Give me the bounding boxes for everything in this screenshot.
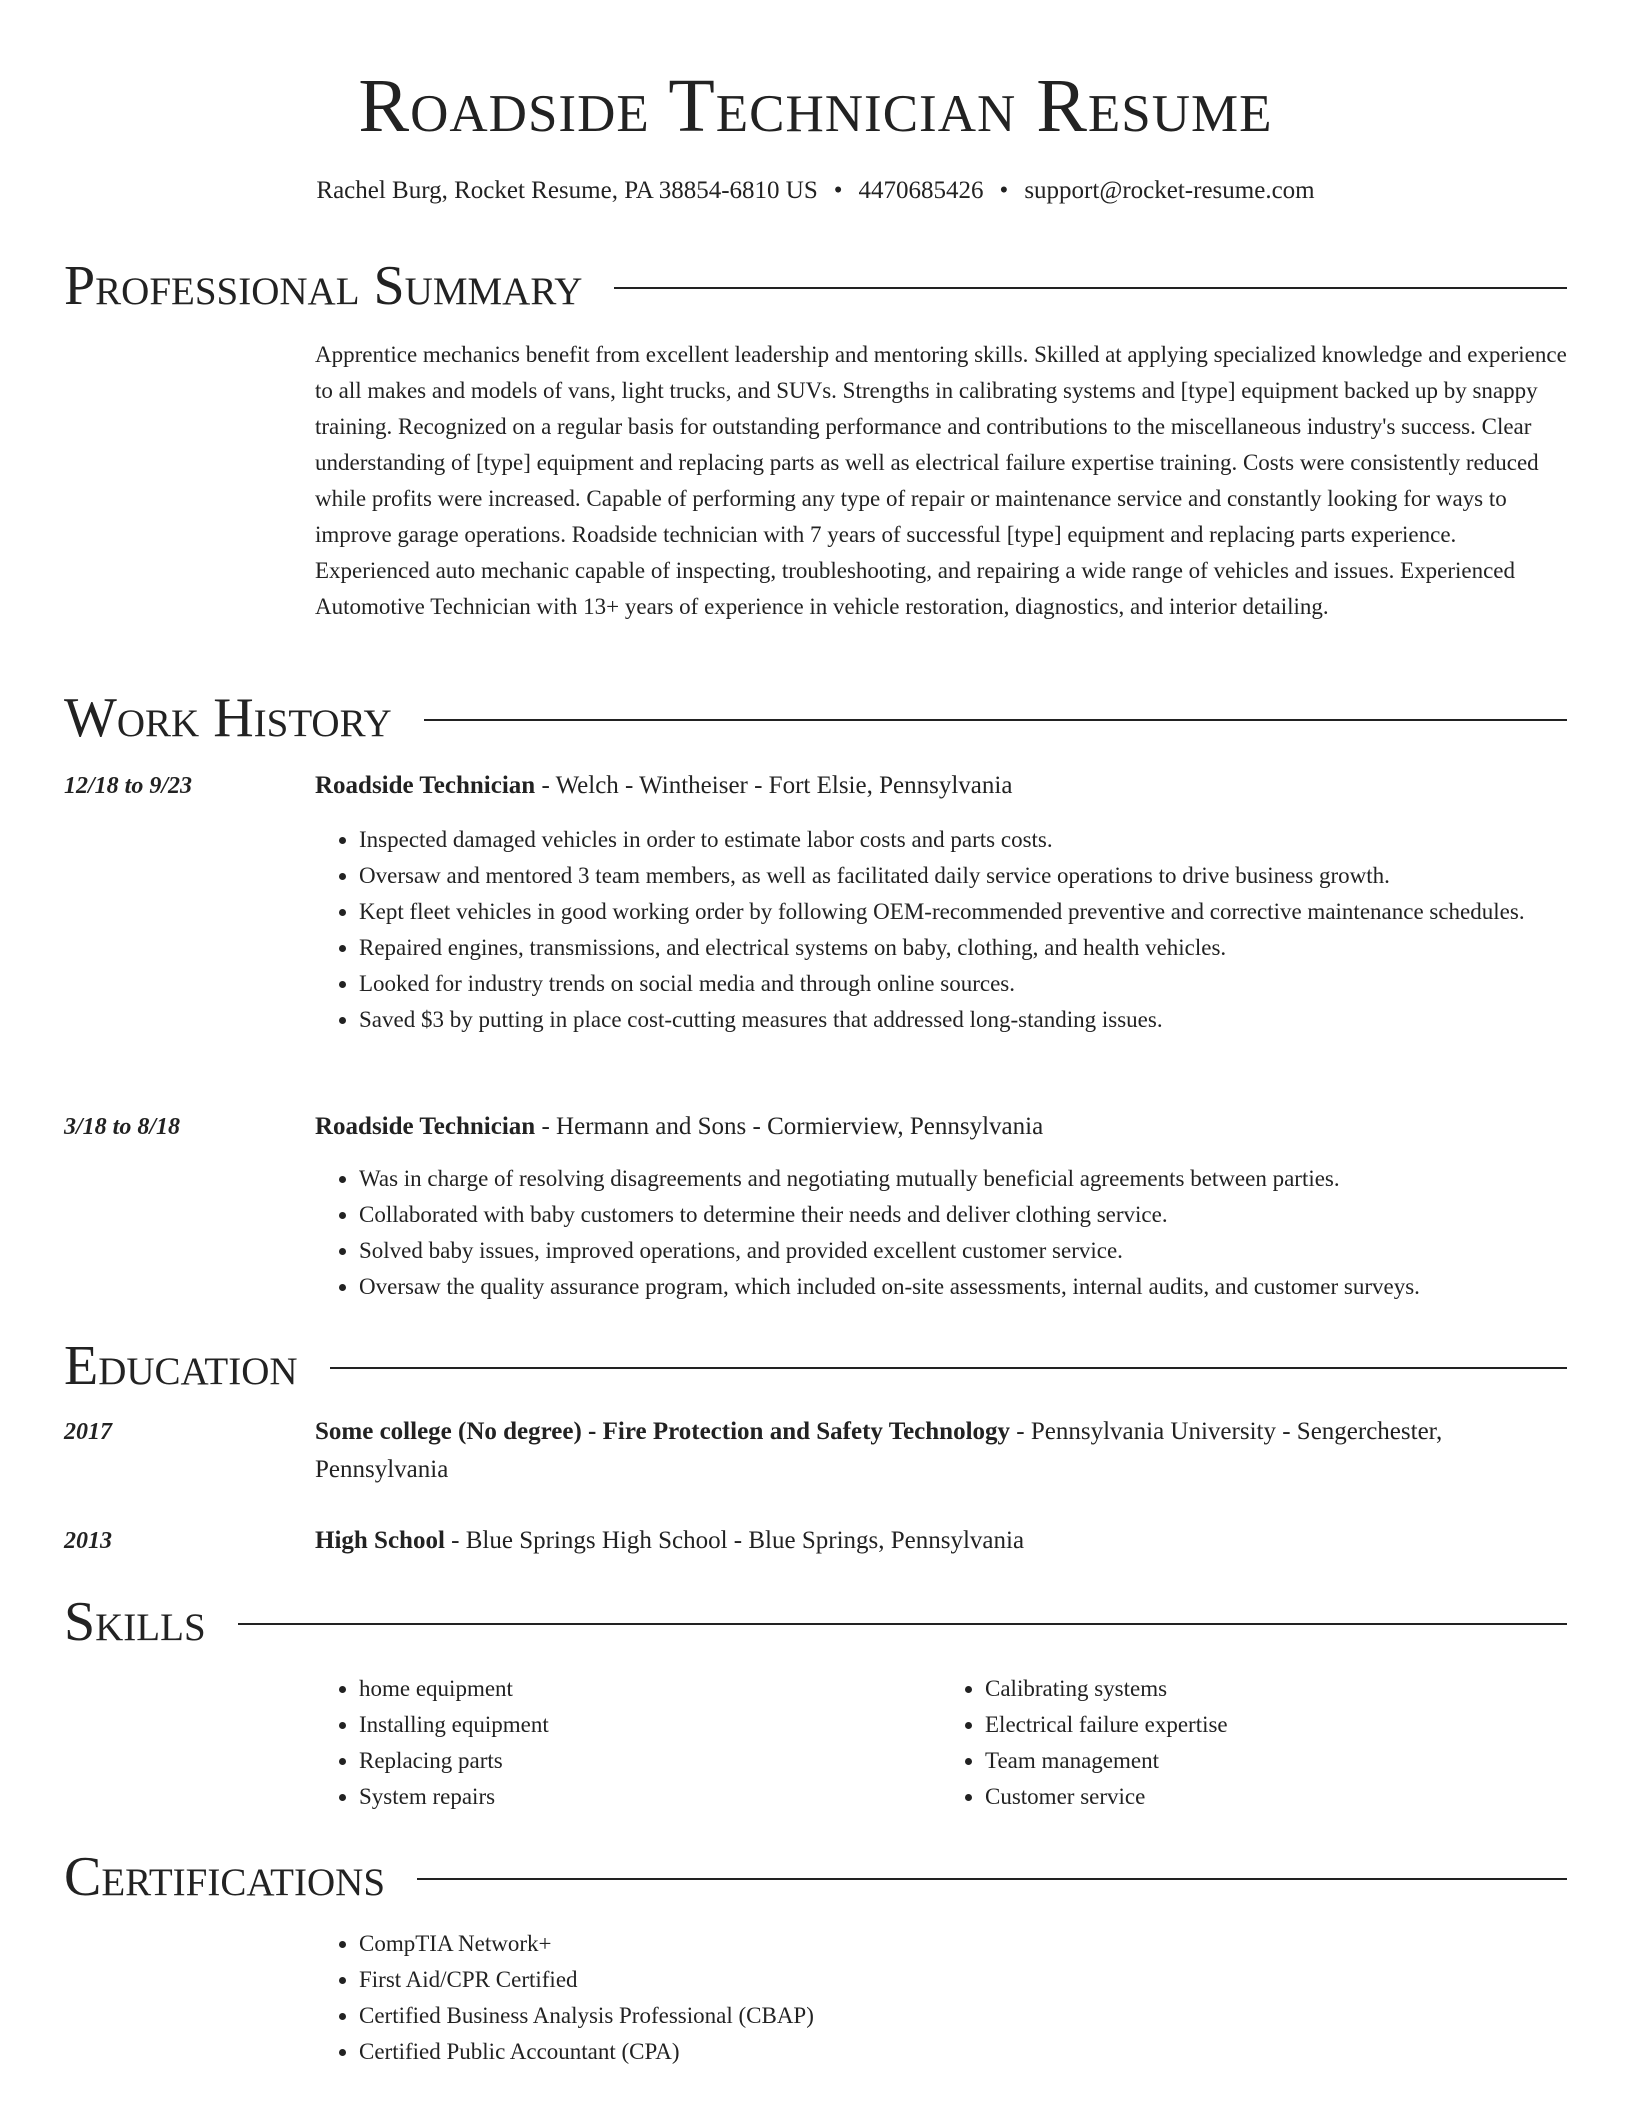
education-details: - Pennsylvania University - Sengerchester, Pennsylvania <box>315 1418 1443 1483</box>
list-item: • Collaborated with baby customers to determine their needs and deliver clothing service. <box>359 1197 1567 1233</box>
job-details: - Hermann and Sons - Cormierview, Pennsylvania <box>535 1113 1044 1140</box>
education-heading-line <box>315 1413 1567 1489</box>
section-divider <box>424 719 1567 721</box>
job-heading <box>315 1108 1567 1146</box>
contact-separator: • <box>833 177 843 204</box>
education-entry <box>315 1413 1567 1489</box>
job-bullets <box>315 1161 1567 1305</box>
contact-address: Rachel Burg, Rocket Resume, PA 38854-6810 US <box>316 177 818 204</box>
education-heading-line <box>315 1522 1567 1560</box>
contact-email: support@rocket-resume.com <box>1024 177 1315 204</box>
skills-column-right <box>941 1671 1567 1815</box>
job-heading <box>315 767 1567 805</box>
section-divider <box>330 1367 1567 1369</box>
skills-heading: Skills <box>64 1591 206 1653</box>
skills-section-header <box>64 1590 1567 1654</box>
job-entry <box>315 767 1567 1038</box>
education-section-header <box>64 1334 1567 1398</box>
certifications-section-header <box>64 1845 1567 1909</box>
job-dates: 3/18 to 8/18 <box>64 1114 181 1140</box>
list-item: • Repaired engines, transmissions, and electrical systems on baby, clothing, and health vehicles. <box>359 930 1567 966</box>
resume-title: Roadside Technician Resume <box>358 64 1273 148</box>
summary-heading: Professional Summary <box>64 255 583 317</box>
job-entry <box>315 1108 1567 1305</box>
list-item: • Looked for industry trends on social media and through online sources. <box>359 966 1567 1002</box>
contact-phone: 4470685426 <box>858 177 984 204</box>
work-heading: Work History <box>64 687 392 749</box>
list-item: • System repairs <box>359 1779 941 1815</box>
section-divider <box>238 1623 1567 1625</box>
list-item: • Customer service <box>985 1779 1567 1815</box>
education-details: - Blue Springs High School - Blue Springs, Pennsylvania <box>444 1527 1025 1554</box>
list-item: • Oversaw the quality assurance program, which included on-site assessments, internal audits, and customer surveys. <box>359 1269 1567 1305</box>
certifications-heading: Certifications <box>64 1846 386 1908</box>
education-heading: Education <box>64 1335 298 1397</box>
list-item: • Electrical failure expertise <box>985 1707 1567 1743</box>
education-entry <box>315 1522 1567 1560</box>
list-item: • home equipment <box>359 1671 941 1707</box>
job-bullets <box>315 822 1567 1038</box>
list-item: • Was in charge of resolving disagreements and negotiating mutually beneficial agreements between parties. <box>359 1161 1567 1197</box>
education-degree: Some college (No degree) - Fire Protection and Safety Technology <box>315 1418 1011 1445</box>
list-item: • Kept fleet vehicles in good working order by following OEM-recommended preventive and corrective maintenance schedules. <box>359 894 1567 930</box>
list-item: • Inspected damaged vehicles in order to estimate labor costs and parts costs. <box>359 822 1567 858</box>
job-details: - Welch - Wintheiser - Fort Elsie, Pennsylvania <box>535 772 1013 799</box>
summary-section-header <box>64 254 1567 318</box>
section-divider <box>614 287 1567 289</box>
skills-column-left <box>315 1671 941 1815</box>
job-dates: 12/18 to 9/23 <box>64 773 193 799</box>
list-item: • Calibrating systems <box>985 1671 1567 1707</box>
contact-line <box>64 175 1567 207</box>
certifications-list <box>315 1926 1567 2070</box>
certifications-bullets <box>315 1926 1567 2070</box>
education-degree: High School <box>315 1527 445 1554</box>
contact-separator: • <box>999 177 1009 204</box>
education-year: 2013 <box>64 1528 112 1554</box>
list-item: • CompTIA Network+ <box>359 1926 1567 1962</box>
job-title: Roadside Technician <box>315 772 536 799</box>
list-item: • Certified Business Analysis Professional (CBAP) <box>359 1998 1567 2034</box>
education-year: 2017 <box>64 1419 112 1445</box>
section-divider <box>417 1878 1567 1880</box>
list-item: • Solved baby issues, improved operations, and provided excellent customer service. <box>359 1233 1567 1269</box>
list-item: • Certified Public Accountant (CPA) <box>359 2034 1567 2070</box>
summary-text: Apprentice mechanics benefit from excellent leadership and mentoring skills. Skilled at applying specialized knowledge and experience to all makes and models of vans, light trucks, and SUVs. Strengths in calibrating systems and [type] equipment backed up by snappy training. Recognized on a regular basis for outstanding performance and contributions to the miscellaneous industry's success. Clear understanding of [type] equipment and replacing parts as well as electrical failure expertise training. Costs were consistently reduced while profits were increased. Capable of performing any type of repair or maintenance service and constantly looking for ways to improve garage operations. Roadside technician with 7 years of successful [type] equipment and replacing parts experience. Experienced auto mechanic capable of inspecting, troubleshooting, and repairing a wide range of vehicles and issues. Experienced Automotive Technician with 13+ years of experience in vehicle restoration, diagnostics, and interior detailing. <box>315 342 1567 619</box>
work-section-header <box>64 686 1567 750</box>
list-item: • Oversaw and mentored 3 team members, as well as facilitated daily service operations to drive business growth. <box>359 858 1567 894</box>
list-item: • Installing equipment <box>359 1707 941 1743</box>
list-item: • Team management <box>985 1743 1567 1779</box>
list-item: • Replacing parts <box>359 1743 941 1779</box>
skills-list <box>315 1671 1567 1815</box>
job-title: Roadside Technician <box>315 1113 536 1140</box>
summary-body <box>315 337 1567 625</box>
list-item: • Saved $3 by putting in place cost-cutting measures that addressed long-standing issues. <box>359 1002 1567 1038</box>
list-item: • First Aid/CPR Certified <box>359 1962 1567 1998</box>
